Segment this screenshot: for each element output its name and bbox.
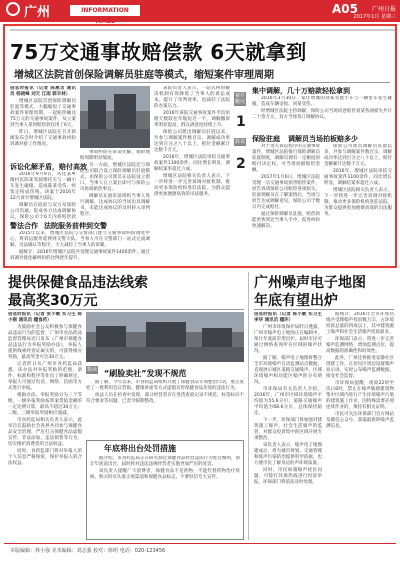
- story-paragraph: 同时，食药监部门将对举报人的个人信息严格保密，保护举报人的合法权益。: [8, 449, 82, 466]
- story-subhead: “刷脸卖社”发现不规范: [104, 369, 187, 378]
- story-paragraph: 下一步，环保部门将加强对建筑施工噪声、社会生活噪声的监管，对群众投诉集中的区域开展专项整治。: [254, 418, 322, 441]
- photo-building: [114, 94, 136, 130]
- story-paragraph: 据统计，2016年全市环保热线共受理噪声投诉数万宗，占环境投诉总量的四成以上，其中建筑施工噪声和社会生活噪声投诉最多。: [326, 312, 394, 335]
- kicker-rule: [10, 29, 395, 31]
- column-separator: [248, 272, 249, 540]
- story-column-3: [254, 312, 322, 540]
- headline-divider: [10, 82, 390, 83]
- issue-date: 2017年1月 星期三: [353, 14, 396, 20]
- story-byline: 信息时报讯（记者 陈小敏 实习生 李华 通讯员 穗环）: [254, 312, 322, 323]
- sidebar-paragraph: 该负责人提醒广大消费者，保健食品不是药物，不能代替药物治疗疾病，购买时应认准正规渠道和保健食品标志，不要轻信夸大宣传。: [90, 469, 240, 480]
- lead-section-head: 诉讼化解矛盾，赔付高效: [10, 163, 87, 171]
- lead-paragraph: 调解员在庭前与双方及保险公司沟通，促成各方达成调解协议，保险公司于6天内将赔偿款: [10, 203, 76, 220]
- box-subhead-title: 调解员当场拍板赔多少: [288, 135, 358, 143]
- section-name: 广州: [24, 5, 51, 20]
- photo-shelf: [146, 322, 186, 350]
- story-paragraph: 市民可关注环保部门官方网站及微信公众号，获取最新的噪声监测信息。: [326, 412, 394, 429]
- story-divider: [254, 309, 394, 310]
- lead-paragraph: 2016年9月9日，从化某乡镇村民陈某驾驶摩托车与一辆小车发生碰撞，造成陈某受伤，经鉴定构成伤残。该案于2016年12月诉至增城区法院。: [10, 172, 76, 201]
- lead-column-2: [80, 150, 150, 220]
- story-paragraph: 市环保局有关负责人介绍，2016年，广州市区域环境噪声平均值为55.6分贝，道路交通噪声平均值为68.6分贝，总体保持稳定。: [254, 387, 322, 416]
- story-headline: 最高奖30万元: [8, 293, 98, 309]
- story-headline: 年底有望出炉: [254, 293, 338, 309]
- lead-byline: 信息时报讯（记者 陈惠贞 通讯员 杨晓峰 刘天 江雨 郭丰林）: [10, 86, 76, 97]
- story-paragraph: 市环保局提醒，夜间22时至次日6时，禁止在噪声敏感建筑物集中区域内进行产生环境噪声污染的建筑施工作业，因特殊需要必须连续作业的，须持有相关证明。: [326, 381, 394, 410]
- box-paragraph: 经增城区法院主持调解，保险公司当场同意赔偿刘某各项损失共计二十余万元，双方当场签订调解协议。: [252, 109, 392, 120]
- lead-paragraph: 保险公司派出调解员驻庭以来，共参与调解案件数百宗，调解成功率达到百分之八十以上，赔付金额累计达数千万元。: [154, 130, 230, 153]
- box-paragraph: 2017年1月6日，增城区法院受理一宗交通事故损害赔偿案件，原告诉请保险公司赔偿各项损失。驻庭调解员在了解案情后，当场与原告达成调解意见，保险公司于数日内完成赔付。: [252, 175, 320, 210]
- box-paragraph: 对于进入诉讼程序的交通事故案件，增城区法院推行保险调解员驻庭制度，调解员拥有一定额度的赔付决定权，可当场拍板赔偿金额。: [252, 144, 320, 173]
- box-column-right: [324, 144, 392, 264]
- box-headline: 集中调解，几十万赔款轻松拿到: [252, 87, 350, 95]
- box-paragraph: 通过保险调解员驻庭，赔偿款能更快到达当事人手中，促进纠纷快速解决。: [252, 212, 320, 229]
- box-column: [252, 96, 392, 132]
- box-subhead-label: 保险驻庭: [252, 135, 280, 143]
- story-paragraph: 据了解，噪声电子地图将整合全市环境噪声自动监测站点数据，直观展示城区道路交通噪声、区域环境噪声和功能区噪声的分布情况。: [254, 356, 322, 385]
- lead-headline: 75万交通事故赔偿款 6天就拿到: [10, 40, 307, 64]
- lead-paragraph: 增城区法院首创保险调解员驻庭等模式，大幅缩短了交通事故案件审理周期，一起赔偿额达75万元的交通事故案件，从立案到当事人拿到赔偿款仅用了6天。: [10, 99, 76, 128]
- sidebar-paragraph: 据介绍，市食药监局正在研究制定保健食品经营违法行为处罚细则，预计年底前出台，届时将对违法违规经营者实施更加严厉的处罚。: [90, 456, 240, 467]
- lead-column-1a: [10, 86, 76, 160]
- lead-column-middle: [154, 86, 230, 264]
- story-paragraph: 环保部门表示，将进一步完善噪声监测网络，增加监测点位，提高数据的准确性和时效性。: [326, 337, 394, 354]
- story-paragraph: 为鼓励社会公众积极参与保健食品违法行为的监督，广州市食品药品监督管理局近日发布《广州市保健食品违法行为举报奖励办法》，举报人提供线索经查证属实的，可获得相应奖励，最高奖金可达30万元。: [8, 325, 82, 360]
- photo-building: [88, 100, 106, 130]
- lead-paragraph: 调解员在庭审前组织当事人进行调解，达成协议的当场出具调解书，未能达成协议的及时转入审判程序。: [80, 194, 150, 217]
- footer-credits: 本版编辑：林小强 美术编辑：刘志强 校对：陈明 电话：020-123456: [10, 548, 166, 554]
- story-paragraph: 广州市环境保护局昨日透露，广州市噪声电子地图正在编制中，预计年底前有望出炉。届时市民可通过网络查询所在区域的噪声状况。: [254, 325, 322, 354]
- section-tag: INFORMATION TIMES: [70, 5, 140, 16]
- story-photo: [86, 312, 244, 362]
- lead-paragraph: 2016年，增城区法院审结交通事故案件1100余件，同比增长明显，调解结案率超过六成。: [154, 155, 230, 172]
- section-badge: 案件概况: [234, 93, 245, 105]
- page-number: A05: [332, 2, 358, 16]
- sidebar-headline: 年底将出台处罚措施: [104, 444, 176, 453]
- story-badge: 数读: [86, 367, 97, 373]
- lead-paragraph: 另一方面，增城区法院还与保险公司联合设立保险调解员驻庭模式，由保险公司派员在法院设立窗口，当事人在立案后即可与保险公司协商赔偿事宜。: [80, 163, 150, 192]
- box-column-left: [252, 144, 320, 264]
- box-paragraph: 2016年，增城区法院审结交通事故案件1100余件，同比增长明显，调解结案率超过六成。: [324, 169, 392, 186]
- box-paragraph: 保险公司派出调解员驻庭以来，共参与调解案件数百宗，调解成功率达到百分之八十以上，赔付金额累计达数千万元。: [324, 144, 392, 167]
- lead-column-3: [10, 231, 150, 265]
- photo-road: [80, 129, 150, 148]
- story-divider: [8, 309, 244, 310]
- box-paragraph: 增城区法院相关负责人表示，下一步将进一步完善诉调对接机制，推动更多保险机构进驻法院，为群众提供更加便捷高效的司法服务。: [324, 188, 392, 217]
- story-paragraph: 记者昨日从广州市食药监局获悉，该办法对举报奖励的范围、条件、标准和程序等作出了明确规定。举报人可通过电话、网络、信函等方式进行举报。: [8, 362, 82, 391]
- lead-paragraph: 增城区法院相关负责人表示，下一步将进一步完善诉调对接机制，推动更多保险机构进驻法院，为群众提供更加便捷高效的司法服务。: [154, 174, 230, 197]
- footer-rule: [4, 543, 396, 544]
- sidebar-column: [90, 456, 240, 536]
- lead-subhead-label: 警法合作: [10, 222, 38, 230]
- story-paragraph: 据了解，今年以来，市食药监局组织开展了保健食品专项整治行动，重点查处了一批利用会议营销、健康讲座等方式虚假宣传保健食品功效的违法行为。: [86, 380, 244, 391]
- section-badge-number: 1: [236, 114, 246, 130]
- newspaper-logo-icon: [6, 2, 20, 16]
- story-column-1: [8, 312, 82, 540]
- lead-paragraph: 昨日，增城区法院在召开新闻发布会时介绍了交通事故纠纷诉调对接工作情况。: [10, 130, 76, 147]
- story-headline: 广州噪声电子地图: [254, 275, 366, 291]
- lead-paragraph: 据统计，2016年增城区法院共受理交通事故案件1400余件，通过诉调对接化解纠纷的比例逐年提升。: [10, 250, 150, 261]
- lead-subheadline: 增城区法院首创保险调解员驻庭等模式，缩短案件审理周期: [14, 70, 274, 81]
- story-paragraph: 执法人员在检查中发现，部分经营者存在进货查验记录不规范、标签标识不符合要求等问题，已责令限期整改。: [86, 393, 244, 404]
- photo-floor: [86, 347, 244, 362]
- paper-name: 广州日报: [371, 6, 396, 13]
- section-badge-number: 2: [236, 156, 246, 172]
- story-byline: 信息时报讯（记者 张小敏 实习生 陈小丽 通讯员 穗食药）: [8, 312, 82, 323]
- story-paragraph: 市食药监局相关负责人表示，此举旨在鼓励社会各界共同参与保健食品安全治理，严厉打击保健食品虚假宣传、非法添加、违法销售等行为，切实维护消费者的合法权益。: [8, 418, 82, 447]
- lead-paragraph: 2015年以来，增城区法院与交警部门建立交通事故纠纷调处中心，将诉讼服务延伸到交警大队。当事人可在交警部门一站式完成调解、司法确认等程序，大大减轻了当事人的诉累。: [10, 231, 150, 248]
- lead-photo: [80, 86, 150, 148]
- story-column-4: [326, 312, 394, 540]
- box-paragraph: 2016年3月30日，家住增城的刘某驾驶小车与一辆货车发生碰撞，造成车辆受损、刘某受伤。: [252, 96, 392, 107]
- story-paragraph: 同时，市民如遇噪声扰民问题，可拨打环保热线进行投诉举报，环保部门将依法及时处理。: [254, 468, 322, 485]
- lead-column-1b: [10, 172, 76, 220]
- story-paragraph: 根据办法，举报奖励分为三个等级，一级举报奖励按涉案货值金额的一定比例计算，最高不超过30万元；二级、三级举报奖励相应递减。: [8, 393, 82, 416]
- lead-paragraph: 该院负责人表示，一站式纠纷解决机制有效降低了当事人的诉讼成本，提升了审判效率，也减轻了法院的办案压力。: [154, 86, 230, 109]
- section-badge: 数说: [234, 139, 245, 145]
- story-paragraph: 此外，广州还将推进安静社区创建工作，在居民区周边设置噪声显示屏，实时公布噪声监测数据，接受社会监督。: [326, 356, 394, 379]
- lead-paragraph: 事故纠纷在诉前化解，保险理赔周期明显缩短。: [80, 150, 150, 161]
- story-headline: 提供保健食品违法线索: [8, 275, 148, 291]
- story-paragraph: 该负责人表示，噪声电子地图建成后，将为城市规划、交通管理和噪声污染防治提供科学依据，也方便市民了解身边的声环境质量。: [254, 443, 322, 466]
- story-column-2a: [86, 380, 244, 436]
- lead-subhead-title: 法院服务前伸到交警: [44, 222, 107, 230]
- lead-paragraph: 2016年该院交通事故案件平均审理天数较往年缩短近一半，调解撤诉率明显提高，群众满意度持续上升。: [154, 111, 230, 128]
